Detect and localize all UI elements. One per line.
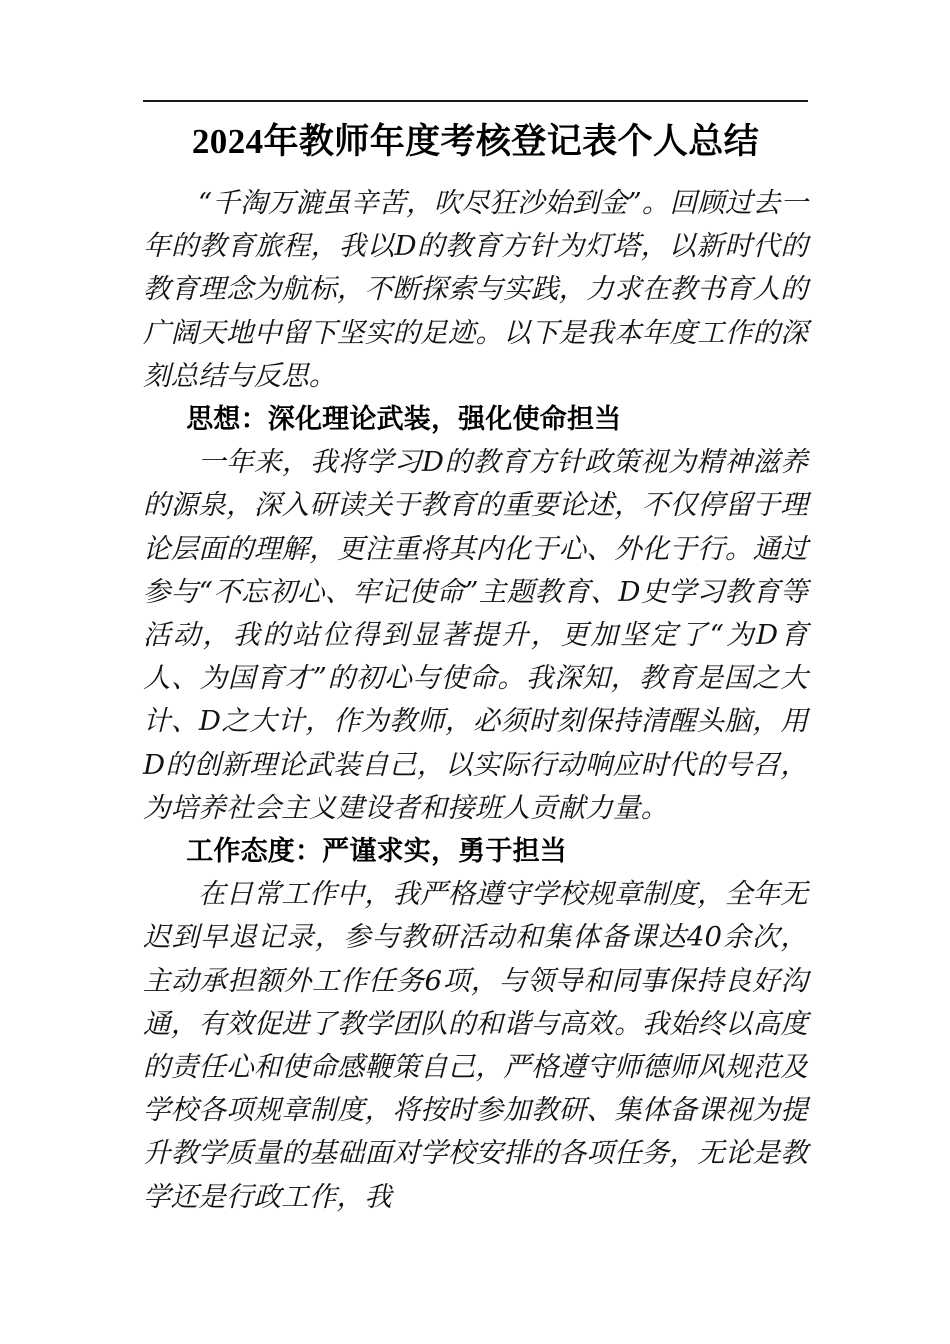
paragraph-work-attitude: 在日常工作中，我严格遵守学校规章制度，全年无迟到早退记录，参与教研活动和集体备课达40余次，主动承担额外工作任务6项，与领导和同事保持良好沟通，有效促进了教学团队的和谐与高效。我始终以高度的责任心和使命感鞭策自己，严格遵守师德师风规范及学校各项规章制度，将按时参加教研、集体备课视为提升教学质量的基础面对学校安排的各项任务，无论是教学还是行政工作，我 bbox=[143, 878, 808, 1213]
header-rule-divider bbox=[143, 100, 808, 102]
section-heading-work-attitude: 工作态度：严谨求实，勇于担当 bbox=[186, 836, 567, 867]
page-title: 2024年教师年度考核登记表个人总结 bbox=[191, 122, 760, 161]
section-heading-ideology: 思想：深化理论武装，强化使命担当 bbox=[186, 404, 622, 435]
paragraph-ideology: 一年来，我将学习D的教育方针政策视为精神滋养的源泉，深入研读关于教育的重要论述，不仅停留于理论层面的理解，更注重将其内化于心、外化于行。通过参与“不忘初心、牢记使命”主题教育、D史学习教育等活动，我的站位得到显著提升，更加坚定了“为D育人、为国育才”的初心与使命。我深知，教育是国之大计、D之大计，作为教师，必须时刻保持清醒头脑，用D的创新理论武装自己，以实际行动响应时代的号召，为培养社会主义建设者和接班人贡献力量。 bbox=[143, 446, 808, 824]
document-content bbox=[143, 100, 808, 1219]
paragraph-intro: “千淘万漉虽辛苦，吹尽狂沙始到金”。回顾过去一年的教育旅程，我以D的教育方针为灯塔，以新时代的教育理念为航标，不断探索与实践，力求在教书育人的广阔天地中留下坚实的足迹。以下是我本年度工作的深刻总结与反思。 bbox=[143, 187, 808, 392]
